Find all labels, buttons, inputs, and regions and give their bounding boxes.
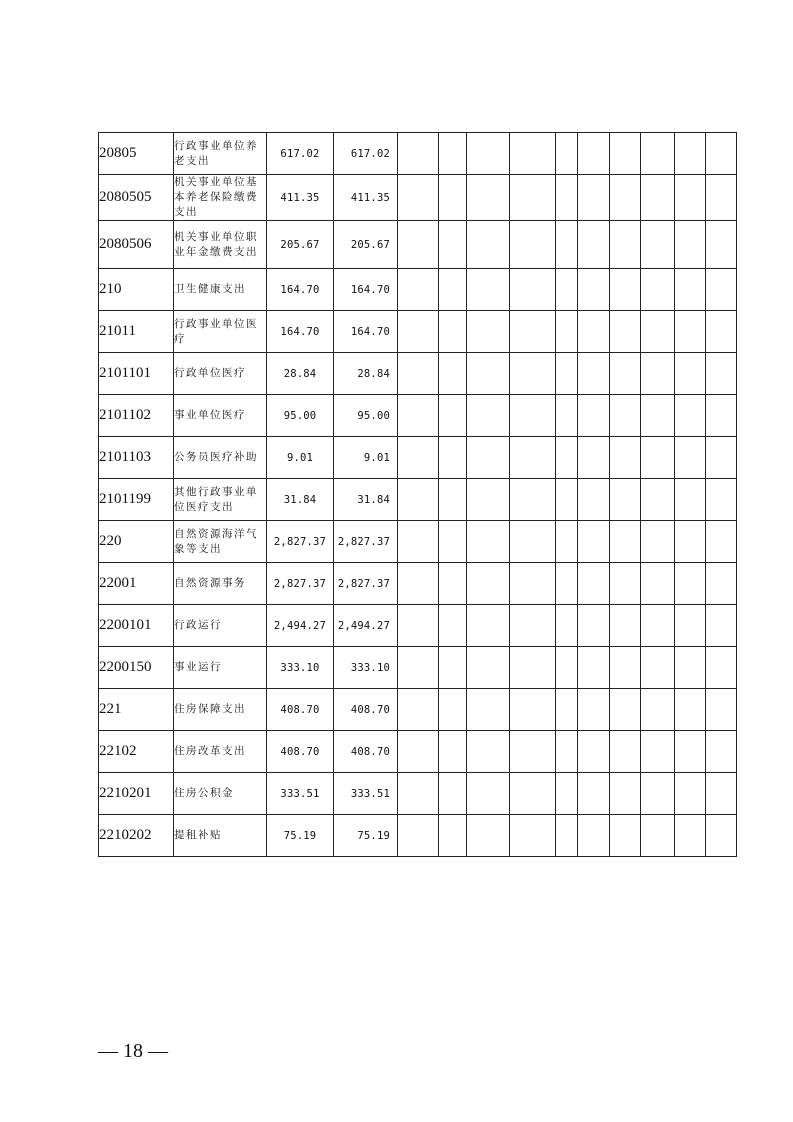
- empty-cell: [578, 521, 610, 563]
- empty-cell: [610, 605, 641, 647]
- empty-cell: [675, 647, 706, 689]
- table-row: [99, 731, 737, 773]
- account-name-cell: 机关事业单位基本养老保险缴费支出: [174, 175, 267, 221]
- account-name-cell: 住房改革支出: [174, 731, 267, 773]
- basic-amount-cell: 9.01: [334, 437, 398, 479]
- empty-cell: [510, 521, 556, 563]
- table-row: [99, 815, 737, 857]
- empty-cell: [706, 437, 737, 479]
- empty-cell: [439, 773, 467, 815]
- empty-cell: [556, 605, 578, 647]
- basic-amount-cell: 205.67: [334, 221, 398, 269]
- total-amount-cell: 411.35: [267, 175, 334, 221]
- empty-cell: [706, 311, 737, 353]
- empty-cell: [706, 395, 737, 437]
- empty-cell: [675, 395, 706, 437]
- empty-cell: [578, 133, 610, 175]
- empty-cell: [675, 437, 706, 479]
- account-code-cell: 220: [99, 521, 174, 563]
- empty-cell: [439, 437, 467, 479]
- empty-cell: [610, 353, 641, 395]
- empty-cell: [556, 689, 578, 731]
- empty-cell: [675, 269, 706, 311]
- empty-cell: [510, 689, 556, 731]
- empty-cell: [675, 689, 706, 731]
- empty-cell: [510, 269, 556, 311]
- account-code-cell: 2200101: [99, 605, 174, 647]
- empty-cell: [675, 605, 706, 647]
- empty-cell: [439, 521, 467, 563]
- empty-cell: [610, 311, 641, 353]
- account-code-cell: 2080506: [99, 221, 174, 269]
- empty-cell: [675, 311, 706, 353]
- table-row: [99, 773, 737, 815]
- empty-cell: [398, 689, 439, 731]
- empty-cell: [556, 563, 578, 605]
- total-amount-cell: 2,827.37: [267, 521, 334, 563]
- empty-cell: [439, 353, 467, 395]
- empty-cell: [641, 269, 675, 311]
- empty-cell: [675, 521, 706, 563]
- basic-amount-cell: 95.00: [334, 395, 398, 437]
- empty-cell: [439, 175, 467, 221]
- total-amount-cell: 617.02: [267, 133, 334, 175]
- basic-amount-cell: 164.70: [334, 269, 398, 311]
- empty-cell: [556, 773, 578, 815]
- empty-cell: [556, 353, 578, 395]
- account-name-cell: 机关事业单位职业年金缴费支出: [174, 221, 267, 269]
- empty-cell: [610, 521, 641, 563]
- empty-cell: [675, 731, 706, 773]
- budget-table: [98, 132, 737, 857]
- total-amount-cell: 164.70: [267, 269, 334, 311]
- empty-cell: [610, 395, 641, 437]
- empty-cell: [578, 815, 610, 857]
- empty-cell: [610, 269, 641, 311]
- empty-cell: [578, 731, 610, 773]
- empty-cell: [510, 395, 556, 437]
- empty-cell: [556, 175, 578, 221]
- empty-cell: [510, 563, 556, 605]
- total-amount-cell: 31.84: [267, 479, 334, 521]
- empty-cell: [510, 773, 556, 815]
- empty-cell: [641, 689, 675, 731]
- empty-cell: [439, 479, 467, 521]
- empty-cell: [578, 175, 610, 221]
- total-amount-cell: 333.51: [267, 773, 334, 815]
- empty-cell: [510, 133, 556, 175]
- empty-cell: [398, 133, 439, 175]
- account-code-cell: 2101102: [99, 395, 174, 437]
- empty-cell: [439, 689, 467, 731]
- account-name-cell: 事业单位医疗: [174, 395, 267, 437]
- basic-amount-cell: 333.10: [334, 647, 398, 689]
- empty-cell: [578, 269, 610, 311]
- empty-cell: [510, 437, 556, 479]
- empty-cell: [439, 395, 467, 437]
- empty-cell: [510, 221, 556, 269]
- empty-cell: [439, 815, 467, 857]
- empty-cell: [510, 311, 556, 353]
- empty-cell: [641, 647, 675, 689]
- empty-cell: [398, 815, 439, 857]
- empty-cell: [467, 689, 510, 731]
- account-code-cell: 2200150: [99, 647, 174, 689]
- empty-cell: [398, 395, 439, 437]
- account-name-cell: 行政事业单位医疗: [174, 311, 267, 353]
- empty-cell: [467, 731, 510, 773]
- empty-cell: [510, 647, 556, 689]
- account-code-cell: 2101101: [99, 353, 174, 395]
- empty-cell: [467, 269, 510, 311]
- total-amount-cell: 2,494.27: [267, 605, 334, 647]
- account-name-cell: 行政事业单位养老支出: [174, 133, 267, 175]
- empty-cell: [510, 731, 556, 773]
- empty-cell: [398, 605, 439, 647]
- account-name-cell: 住房保障支出: [174, 689, 267, 731]
- empty-cell: [706, 815, 737, 857]
- empty-cell: [439, 731, 467, 773]
- basic-amount-cell: 333.51: [334, 773, 398, 815]
- empty-cell: [706, 689, 737, 731]
- table-row: [99, 689, 737, 731]
- account-code-cell: 22102: [99, 731, 174, 773]
- empty-cell: [641, 479, 675, 521]
- empty-cell: [706, 479, 737, 521]
- account-name-cell: 卫生健康支出: [174, 269, 267, 311]
- account-code-cell: 2210202: [99, 815, 174, 857]
- empty-cell: [578, 563, 610, 605]
- table-row: [99, 605, 737, 647]
- basic-amount-cell: 617.02: [334, 133, 398, 175]
- total-amount-cell: 28.84: [267, 353, 334, 395]
- empty-cell: [439, 133, 467, 175]
- account-code-cell: 2101199: [99, 479, 174, 521]
- account-code-cell: 2080505: [99, 175, 174, 221]
- empty-cell: [467, 311, 510, 353]
- empty-cell: [578, 605, 610, 647]
- empty-cell: [467, 437, 510, 479]
- table-row: [99, 395, 737, 437]
- empty-cell: [610, 437, 641, 479]
- empty-cell: [641, 175, 675, 221]
- basic-amount-cell: 31.84: [334, 479, 398, 521]
- table-row: [99, 563, 737, 605]
- empty-cell: [439, 563, 467, 605]
- empty-cell: [556, 395, 578, 437]
- empty-cell: [398, 269, 439, 311]
- empty-cell: [556, 479, 578, 521]
- total-amount-cell: 164.70: [267, 311, 334, 353]
- empty-cell: [706, 175, 737, 221]
- account-code-cell: 2101103: [99, 437, 174, 479]
- empty-cell: [467, 563, 510, 605]
- table-row: [99, 647, 737, 689]
- empty-cell: [706, 133, 737, 175]
- empty-cell: [556, 815, 578, 857]
- empty-cell: [556, 437, 578, 479]
- empty-cell: [398, 221, 439, 269]
- empty-cell: [641, 773, 675, 815]
- empty-cell: [675, 133, 706, 175]
- basic-amount-cell: 408.70: [334, 689, 398, 731]
- empty-cell: [641, 731, 675, 773]
- empty-cell: [675, 175, 706, 221]
- empty-cell: [467, 605, 510, 647]
- empty-cell: [641, 605, 675, 647]
- table-row: [99, 311, 737, 353]
- total-amount-cell: 9.01: [267, 437, 334, 479]
- empty-cell: [439, 269, 467, 311]
- empty-cell: [398, 311, 439, 353]
- basic-amount-cell: 2,494.27: [334, 605, 398, 647]
- empty-cell: [398, 437, 439, 479]
- empty-cell: [578, 479, 610, 521]
- account-code-cell: 21011: [99, 311, 174, 353]
- empty-cell: [610, 563, 641, 605]
- basic-amount-cell: 408.70: [334, 731, 398, 773]
- total-amount-cell: 408.70: [267, 689, 334, 731]
- empty-cell: [467, 133, 510, 175]
- empty-cell: [641, 353, 675, 395]
- page-number: — 18 —: [98, 1040, 168, 1062]
- empty-cell: [439, 605, 467, 647]
- account-name-cell: 其他行政事业单位医疗支出: [174, 479, 267, 521]
- basic-amount-cell: 75.19: [334, 815, 398, 857]
- total-amount-cell: 2,827.37: [267, 563, 334, 605]
- account-name-cell: 行政运行: [174, 605, 267, 647]
- empty-cell: [610, 221, 641, 269]
- empty-cell: [610, 773, 641, 815]
- account-code-cell: 20805: [99, 133, 174, 175]
- empty-cell: [641, 311, 675, 353]
- empty-cell: [706, 773, 737, 815]
- empty-cell: [439, 311, 467, 353]
- empty-cell: [510, 605, 556, 647]
- empty-cell: [467, 175, 510, 221]
- basic-amount-cell: 28.84: [334, 353, 398, 395]
- account-name-cell: 住房公积金: [174, 773, 267, 815]
- total-amount-cell: 333.10: [267, 647, 334, 689]
- empty-cell: [610, 175, 641, 221]
- empty-cell: [467, 221, 510, 269]
- empty-cell: [556, 731, 578, 773]
- empty-cell: [556, 521, 578, 563]
- empty-cell: [610, 731, 641, 773]
- table-row: [99, 269, 737, 311]
- empty-cell: [578, 311, 610, 353]
- empty-cell: [578, 647, 610, 689]
- table-body: [99, 133, 737, 857]
- account-code-cell: 221: [99, 689, 174, 731]
- empty-cell: [641, 815, 675, 857]
- account-name-cell: 提租补贴: [174, 815, 267, 857]
- empty-cell: [641, 221, 675, 269]
- empty-cell: [467, 773, 510, 815]
- empty-cell: [641, 133, 675, 175]
- account-code-cell: 2210201: [99, 773, 174, 815]
- empty-cell: [675, 221, 706, 269]
- empty-cell: [706, 269, 737, 311]
- table-row: [99, 175, 737, 221]
- account-name-cell: 自然资源事务: [174, 563, 267, 605]
- empty-cell: [675, 563, 706, 605]
- empty-cell: [398, 521, 439, 563]
- empty-cell: [610, 689, 641, 731]
- empty-cell: [706, 353, 737, 395]
- basic-amount-cell: 2,827.37: [334, 563, 398, 605]
- empty-cell: [439, 221, 467, 269]
- empty-cell: [610, 133, 641, 175]
- empty-cell: [578, 437, 610, 479]
- empty-cell: [675, 815, 706, 857]
- table-row: [99, 133, 737, 175]
- total-amount-cell: 75.19: [267, 815, 334, 857]
- empty-cell: [675, 353, 706, 395]
- empty-cell: [556, 311, 578, 353]
- total-amount-cell: 95.00: [267, 395, 334, 437]
- empty-cell: [467, 479, 510, 521]
- empty-cell: [467, 815, 510, 857]
- empty-cell: [556, 647, 578, 689]
- empty-cell: [398, 773, 439, 815]
- empty-cell: [556, 269, 578, 311]
- empty-cell: [510, 479, 556, 521]
- empty-cell: [467, 395, 510, 437]
- empty-cell: [578, 221, 610, 269]
- account-name-cell: 自然资源海洋气象等支出: [174, 521, 267, 563]
- empty-cell: [510, 175, 556, 221]
- empty-cell: [641, 437, 675, 479]
- basic-amount-cell: 164.70: [334, 311, 398, 353]
- empty-cell: [706, 605, 737, 647]
- empty-cell: [398, 563, 439, 605]
- empty-cell: [467, 647, 510, 689]
- empty-cell: [398, 647, 439, 689]
- account-name-cell: 公务员医疗补助: [174, 437, 267, 479]
- empty-cell: [556, 221, 578, 269]
- empty-cell: [578, 395, 610, 437]
- empty-cell: [610, 479, 641, 521]
- empty-cell: [578, 353, 610, 395]
- account-name-cell: 行政单位医疗: [174, 353, 267, 395]
- empty-cell: [439, 647, 467, 689]
- empty-cell: [610, 815, 641, 857]
- empty-cell: [467, 353, 510, 395]
- account-code-cell: 22001: [99, 563, 174, 605]
- empty-cell: [398, 479, 439, 521]
- account-name-cell: 事业运行: [174, 647, 267, 689]
- table-row: [99, 479, 737, 521]
- account-code-cell: 210: [99, 269, 174, 311]
- empty-cell: [510, 353, 556, 395]
- total-amount-cell: 205.67: [267, 221, 334, 269]
- table-row: [99, 353, 737, 395]
- empty-cell: [706, 647, 737, 689]
- table-row: [99, 437, 737, 479]
- empty-cell: [641, 395, 675, 437]
- empty-cell: [398, 175, 439, 221]
- table-row: [99, 521, 737, 563]
- empty-cell: [510, 815, 556, 857]
- basic-amount-cell: 2,827.37: [334, 521, 398, 563]
- empty-cell: [641, 563, 675, 605]
- empty-cell: [467, 521, 510, 563]
- empty-cell: [578, 773, 610, 815]
- empty-cell: [398, 731, 439, 773]
- empty-cell: [706, 221, 737, 269]
- empty-cell: [706, 731, 737, 773]
- empty-cell: [398, 353, 439, 395]
- empty-cell: [556, 133, 578, 175]
- empty-cell: [578, 689, 610, 731]
- basic-amount-cell: 411.35: [334, 175, 398, 221]
- empty-cell: [706, 563, 737, 605]
- empty-cell: [610, 647, 641, 689]
- empty-cell: [675, 773, 706, 815]
- empty-cell: [641, 521, 675, 563]
- empty-cell: [706, 521, 737, 563]
- total-amount-cell: 408.70: [267, 731, 334, 773]
- empty-cell: [675, 479, 706, 521]
- table-row: [99, 221, 737, 269]
